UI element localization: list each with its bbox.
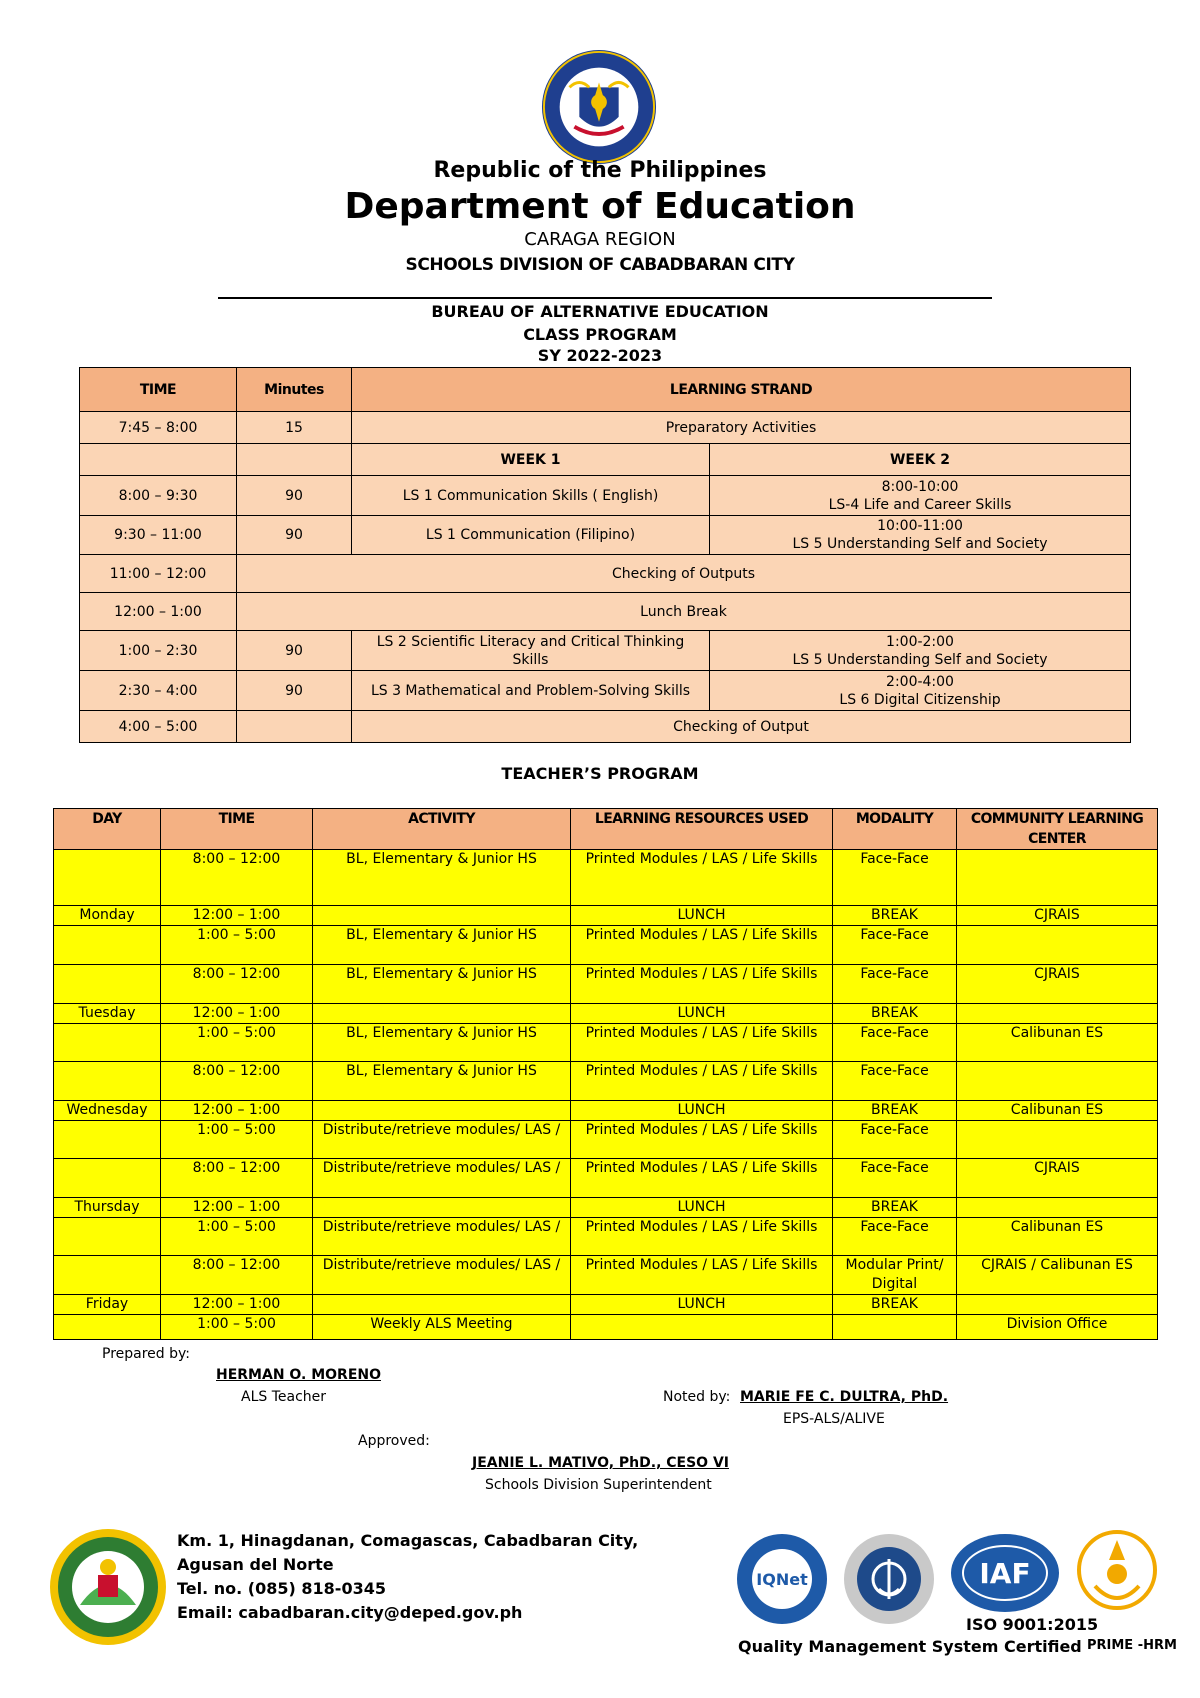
- cell-activity: [313, 1198, 571, 1218]
- cell-activity: Distribute/retrieve modules/ LAS /: [313, 1159, 571, 1198]
- cell-modality: Face-Face: [833, 1121, 957, 1159]
- header-activity: ACTIVITY: [313, 809, 571, 850]
- iso-label: ISO 9001:2015: [966, 1615, 1099, 1634]
- week1-strand-line2: Skills: [512, 651, 549, 668]
- cell-time: 9:30 – 11:00: [80, 516, 237, 555]
- cell-modality: BREAK: [833, 1295, 957, 1315]
- week1-heading: WEEK 1: [352, 444, 710, 476]
- cell-minutes: 90: [237, 516, 352, 555]
- cell-resources: LUNCH: [571, 1101, 833, 1121]
- cell-resources: Printed Modules / LAS / Life Skills: [571, 1121, 833, 1159]
- cell-clc: [957, 1004, 1158, 1024]
- cell-activity: BL, Elementary & Junior HS: [313, 1024, 571, 1062]
- cell-time: 8:00 – 12:00: [161, 850, 313, 906]
- cell-modality: Face-Face: [833, 1024, 957, 1062]
- cell-resources: Printed Modules / LAS / Life Skills: [571, 1218, 833, 1256]
- week2-time: 1:00-2:00: [886, 633, 954, 650]
- cell-modality: Face-Face: [833, 1062, 957, 1101]
- class-program-heading: CLASS PROGRAM: [523, 325, 677, 344]
- cell-day: [54, 965, 161, 1004]
- cell-modality: Modular Print/ Digital: [833, 1256, 957, 1295]
- approver-name: JEANIE L. MATIVO, PhD., CESO VI: [472, 1455, 729, 1471]
- cell-modality: Face-Face: [833, 1159, 957, 1198]
- iqnet-certified-badge-icon: [736, 1533, 828, 1625]
- noter-title: EPS-ALS/ALIVE: [783, 1411, 885, 1427]
- cell-resources: Printed Modules / LAS / Life Skills: [571, 1024, 833, 1062]
- cell-time: 2:30 – 4:00: [80, 671, 237, 711]
- cell-clc: CJRAIS: [957, 906, 1158, 926]
- cell-activity: Checking of Output: [352, 711, 1131, 743]
- header-day: DAY: [54, 809, 161, 850]
- table-row: [54, 965, 1158, 1004]
- cell-time: 12:00 – 1:00: [161, 906, 313, 926]
- cell-activity: Weekly ALS Meeting: [313, 1315, 571, 1340]
- table-row: [54, 1256, 1158, 1295]
- cell-modality: BREAK: [833, 1101, 957, 1121]
- prime-hrm-label: PRIME -HRM: [1087, 1638, 1177, 1653]
- cell-activity: [313, 1101, 571, 1121]
- week2-strand: LS 6 Digital Citizenship: [839, 691, 1001, 708]
- cell-time: 12:00 – 1:00: [161, 1198, 313, 1218]
- cell-week1: LS 1 Communication Skills ( English): [352, 476, 710, 516]
- cell-time: 12:00 – 1:00: [161, 1101, 313, 1121]
- cell-day: [54, 850, 161, 906]
- cell-resources: LUNCH: [571, 1004, 833, 1024]
- prepared-by-label: Prepared by:: [102, 1346, 190, 1362]
- header-modality: MODALITY: [833, 809, 957, 850]
- cell-resources: Printed Modules / LAS / Life Skills: [571, 850, 833, 906]
- cell-day: Monday: [54, 906, 161, 926]
- table-row: [54, 1218, 1158, 1256]
- cell-activity: Distribute/retrieve modules/ LAS /: [313, 1256, 571, 1295]
- cell-resources: LUNCH: [571, 1198, 833, 1218]
- table-row: [54, 1295, 1158, 1315]
- cell-week2: [710, 631, 1131, 671]
- week2-time: 8:00-10:00: [881, 478, 959, 495]
- teachers-program-rows: [54, 850, 1158, 1340]
- cell-time: 1:00 – 5:00: [161, 1024, 313, 1062]
- cell-activity: Lunch Break: [237, 593, 1131, 631]
- cell-modality: Face-Face: [833, 965, 957, 1004]
- teachers-program-title: TEACHER’S PROGRAM: [501, 764, 699, 783]
- cell-time: 1:00 – 5:00: [161, 1315, 313, 1340]
- cell-day: [54, 1218, 161, 1256]
- cell-time: 1:00 – 2:30: [80, 631, 237, 671]
- cell-day: [54, 1121, 161, 1159]
- table-row: [54, 1062, 1158, 1101]
- table-row: [54, 1024, 1158, 1062]
- week2-strand: LS 5 Understanding Self and Society: [792, 651, 1048, 668]
- cell-clc: [957, 1198, 1158, 1218]
- cell-day: Tuesday: [54, 1004, 161, 1024]
- noted-by-label: Noted by:: [663, 1389, 731, 1405]
- cell-clc: Calibunan ES: [957, 1024, 1158, 1062]
- table-row: [54, 1159, 1158, 1198]
- cell-time: 4:00 – 5:00: [80, 711, 237, 743]
- prime-hrm-logo-icon: [1077, 1526, 1157, 1630]
- week1-strand-line1: LS 2 Scientific Literacy and Critical Thinking: [376, 633, 685, 650]
- cell-modality: BREAK: [833, 906, 957, 926]
- cell-modality: Face-Face: [833, 1218, 957, 1256]
- cell-time: 8:00 – 12:00: [161, 1256, 313, 1295]
- division-seal-logo: [48, 1527, 168, 1647]
- week2-time: 2:00-4:00: [886, 673, 954, 690]
- school-year-heading: SY 2022-2023: [537, 346, 663, 365]
- cell-minutes: 90: [237, 476, 352, 516]
- cell-clc: Division Office: [957, 1315, 1158, 1340]
- cell-clc: CJRAIS: [957, 1159, 1158, 1198]
- cell-day: [54, 926, 161, 965]
- header-learning-strand: LEARNING STRAND: [352, 368, 1131, 412]
- header-divider: [218, 297, 992, 299]
- cell-time: 12:00 – 1:00: [161, 1004, 313, 1024]
- cell-time: 1:00 – 5:00: [161, 1121, 313, 1159]
- cell-modality: BREAK: [833, 1198, 957, 1218]
- cell-time: 11:00 – 12:00: [80, 555, 237, 593]
- week2-strand: LS 5 Understanding Self and Society: [792, 536, 1048, 552]
- cell-time: 12:00 – 1:00: [80, 593, 237, 631]
- week2-strand: LS-4 Life and Career Skills: [828, 496, 1012, 513]
- qms-label: Quality Management System Certified: [738, 1637, 1082, 1656]
- cell-day: [54, 1062, 161, 1101]
- table-row: [54, 1004, 1158, 1024]
- noter-name: MARIE FE C. DULTRA, PhD.: [740, 1389, 949, 1405]
- cell-clc: [957, 850, 1158, 906]
- header-resources: LEARNING RESOURCES USED: [571, 809, 833, 850]
- cell-activity: BL, Elementary & Junior HS: [313, 850, 571, 906]
- cell-activity: [313, 1004, 571, 1024]
- cell-time: [80, 444, 237, 476]
- header-minutes: Minutes: [237, 368, 352, 412]
- cell-activity: [313, 1295, 571, 1315]
- cell-clc: Calibunan ES: [957, 1218, 1158, 1256]
- table-row: [54, 906, 1158, 926]
- header-clc: COMMUNITY LEARNING CENTER: [957, 809, 1158, 850]
- cell-minutes: 90: [237, 671, 352, 711]
- cell-day: Friday: [54, 1295, 161, 1315]
- table-row: [54, 926, 1158, 965]
- cell-week1: LS 1 Communication (Filipino): [352, 516, 710, 555]
- table-row: [54, 1315, 1158, 1340]
- cell-resources: Printed Modules / LAS / Life Skills: [571, 965, 833, 1004]
- cell-activity: [313, 906, 571, 926]
- department-heading: Department of Education: [344, 186, 856, 227]
- approved-label: Approved:: [358, 1433, 430, 1449]
- cell-time: 1:00 – 5:00: [161, 1218, 313, 1256]
- cell-time: 8:00 – 12:00: [161, 1159, 313, 1198]
- cell-day: [54, 1159, 161, 1198]
- table-row: [54, 1198, 1158, 1218]
- table-row: [54, 850, 1158, 906]
- telephone: Tel. no. (085) 818-0345: [177, 1579, 386, 1598]
- cell-day: Wednesday: [54, 1101, 161, 1121]
- cell-resources: LUNCH: [571, 906, 833, 926]
- cell-clc: CJRAIS / Calibunan ES: [957, 1256, 1158, 1295]
- region-heading: CARAGA REGION: [524, 229, 676, 250]
- cell-resources: Printed Modules / LAS / Life Skills: [571, 926, 833, 965]
- cell-activity: Distribute/retrieve modules/ LAS /: [313, 1218, 571, 1256]
- cell-week2: [710, 516, 1131, 555]
- header-time: TIME: [80, 368, 237, 412]
- cell-minutes: 15: [237, 412, 352, 444]
- address-line1: Km. 1, Hinagdanan, Comagascas, Cabadbaran City,: [177, 1531, 639, 1550]
- republic-heading: Republic of the Philippines: [433, 158, 767, 183]
- cell-minutes: [237, 711, 352, 743]
- cell-time: 8:00 – 9:30: [80, 476, 237, 516]
- bureau-heading: BUREAU OF ALTERNATIVE EDUCATION: [431, 302, 769, 321]
- cell-activity: BL, Elementary & Junior HS: [313, 1062, 571, 1101]
- cell-resources: Printed Modules / LAS / Life Skills: [571, 1256, 833, 1295]
- cell-resources: LUNCH: [571, 1295, 833, 1315]
- header-time: TIME: [161, 809, 313, 850]
- cell-week2: [710, 476, 1131, 516]
- cell-time: 8:00 – 12:00: [161, 965, 313, 1004]
- cell-modality: [833, 1315, 957, 1340]
- email: Email: cabadbaran.city@deped.gov.ph: [177, 1603, 523, 1622]
- class-program-table: [79, 367, 1131, 743]
- cell-day: [54, 1315, 161, 1340]
- cell-clc: Calibunan ES: [957, 1101, 1158, 1121]
- cell-resources: Printed Modules / LAS / Life Skills: [571, 1159, 833, 1198]
- cell-clc: [957, 1295, 1158, 1315]
- iaf-label: IAF: [979, 1557, 1031, 1590]
- cell-time: 8:00 – 12:00: [161, 1062, 313, 1101]
- cell-modality: BREAK: [833, 1004, 957, 1024]
- table-row: [54, 1101, 1158, 1121]
- cell-activity: Checking of Outputs: [237, 555, 1131, 593]
- approver-title: Schools Division Superintendent: [485, 1477, 712, 1493]
- cell-activity: BL, Elementary & Junior HS: [313, 965, 571, 1004]
- iaf-badge-icon: [950, 1533, 1060, 1613]
- cell-resources: Printed Modules / LAS / Life Skills: [571, 1062, 833, 1101]
- deped-seal-logo: [540, 48, 658, 166]
- cell-activity: BL, Elementary & Junior HS: [313, 926, 571, 965]
- cell-modality: Face-Face: [833, 850, 957, 906]
- preparer-name: HERMAN O. MORENO: [216, 1367, 381, 1383]
- address-line2: Agusan del Norte: [177, 1555, 334, 1574]
- iqnet-label: IQNet: [756, 1570, 808, 1589]
- cell-activity: Preparatory Activities: [352, 412, 1131, 444]
- cell-time: 7:45 – 8:00: [80, 412, 237, 444]
- cell-week2: [710, 671, 1131, 711]
- preparer-title: ALS Teacher: [241, 1389, 327, 1405]
- cell-day: [54, 1256, 161, 1295]
- cell-clc: [957, 1062, 1158, 1101]
- week2-heading: WEEK 2: [710, 444, 1131, 476]
- cell-day: [54, 1024, 161, 1062]
- week2-time: 10:00-11:00: [877, 518, 963, 534]
- teachers-program-table: [53, 808, 1158, 1340]
- certification-seal-icon: [843, 1533, 935, 1625]
- cell-minutes: [237, 444, 352, 476]
- cell-minutes: 90: [237, 631, 352, 671]
- cell-clc: [957, 926, 1158, 965]
- cell-resources: [571, 1315, 833, 1340]
- cell-time: 12:00 – 1:00: [161, 1295, 313, 1315]
- cell-day: Thursday: [54, 1198, 161, 1218]
- cell-clc: CJRAIS: [957, 965, 1158, 1004]
- cell-week1: [352, 631, 710, 671]
- cell-time: 1:00 – 5:00: [161, 926, 313, 965]
- cell-clc: [957, 1121, 1158, 1159]
- cell-modality: Face-Face: [833, 926, 957, 965]
- cell-week1: LS 3 Mathematical and Problem-Solving Skills: [352, 671, 710, 711]
- division-heading: SCHOOLS DIVISION OF CABADBARAN CITY: [405, 255, 795, 275]
- table-row: [54, 1121, 1158, 1159]
- cell-activity: Distribute/retrieve modules/ LAS /: [313, 1121, 571, 1159]
